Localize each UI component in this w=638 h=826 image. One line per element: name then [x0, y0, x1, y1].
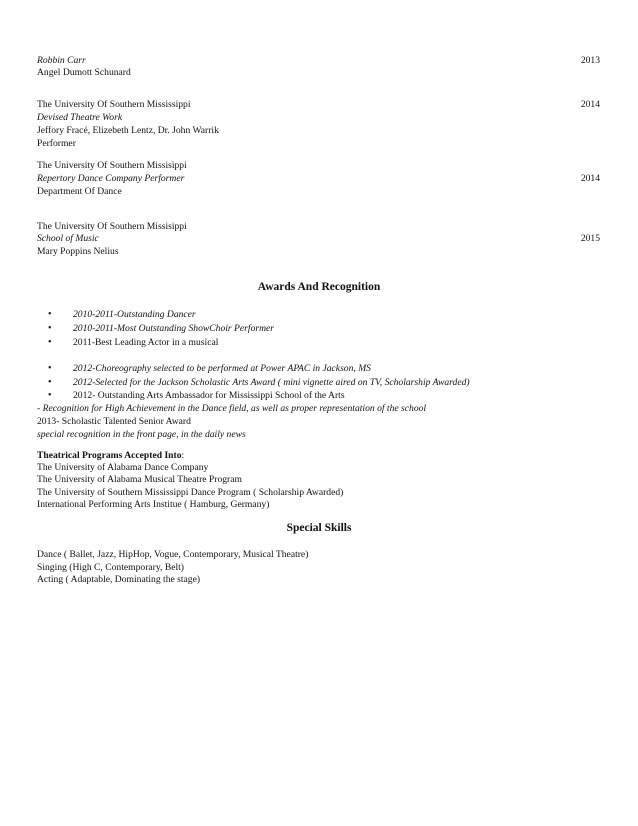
entry-2-org: The University Of Southern Mississippi [37, 99, 191, 110]
program-item: International Performing Arts Institue ( Hamburg, Germany) [37, 499, 270, 510]
bullet-icon: • [48, 377, 52, 388]
entry-2-people: Jeffory Fracé, Elizebeth Lentz, Dr. John Warrik [37, 125, 219, 136]
entry-4-role: School of Music [37, 233, 99, 244]
skill-item: Acting ( Adaptable, Dominating the stage) [37, 574, 201, 585]
entry-4-org: The University Of Southern Missisippi [37, 221, 187, 232]
award-item: 2012- Outstanding Arts Ambassador for Mississippi School of the Arts [73, 390, 345, 401]
bullet-icon: • [48, 390, 52, 401]
award-note: - Recognition for High Achievement in the Dance field, as well as proper representation of the school [37, 403, 427, 414]
entry-2-role: Devised Theatre Work [37, 112, 123, 123]
program-item: The University of Southern Mississippi Dance Program ( Scholarship Awarded) [37, 487, 344, 498]
bullet-icon: • [48, 337, 52, 348]
award-item: 2010-2011-Outstanding Dancer [73, 309, 196, 320]
skill-item: Dance ( Ballet, Jazz, HipHop, Vogue, Contemporary, Musical Theatre) [37, 549, 309, 560]
program-item: The University of Alabama Dance Company [37, 462, 209, 473]
skill-item: Singing (High C, Contemporary, Belt) [37, 562, 185, 573]
award-item: 2010-2011-Most Outstanding ShowChoir Performer [73, 323, 275, 334]
entry-1-title: Robbin Carr [37, 55, 86, 66]
entry-3-dept: Department Of Dance [37, 186, 122, 197]
entry-3-org: The University Of Southern Missisippi [37, 160, 187, 171]
entry-4-show: Mary Poppins Nelius [37, 246, 119, 257]
bullet-icon: • [48, 309, 52, 320]
award-item: 2011-Best Leading Actor in a musical [73, 337, 219, 348]
award-item: 2012-Choreography selected to be performed at Power APAC in Jackson, MS [73, 363, 371, 374]
entry-3-year: 2014 [580, 173, 600, 184]
award-note: special recognition in the front page, in the daily news [37, 429, 246, 440]
awards-heading: Awards And Recognition [257, 281, 381, 293]
bullet-icon: • [48, 323, 52, 334]
bullet-icon: • [48, 363, 52, 374]
programs-label-line [37, 450, 184, 461]
programs-label: Theatrical Programs Accepted Into [37, 450, 182, 461]
skills-heading: Special Skills [286, 522, 352, 534]
award-item: 2012-Selected for the Jackson Scholastic Arts Award ( mini vignette aired on TV, Scholarship Awarded) [73, 377, 470, 388]
programs-colon: : [181, 450, 185, 461]
award-note: 2013- Scholastic Talented Senior Award [37, 416, 191, 427]
program-item: The University of Alabama Musical Theatre Program [37, 474, 242, 485]
entry-2-part: Performer [37, 138, 76, 149]
entry-1-role: Angel Dumott Schunard [37, 67, 131, 78]
entry-4-year: 2015 [580, 233, 600, 244]
entry-3-role: Repertory Dance Company Performer [37, 173, 185, 184]
entry-1-year: 2013 [580, 55, 600, 66]
entry-2-year: 2014 [580, 99, 600, 110]
